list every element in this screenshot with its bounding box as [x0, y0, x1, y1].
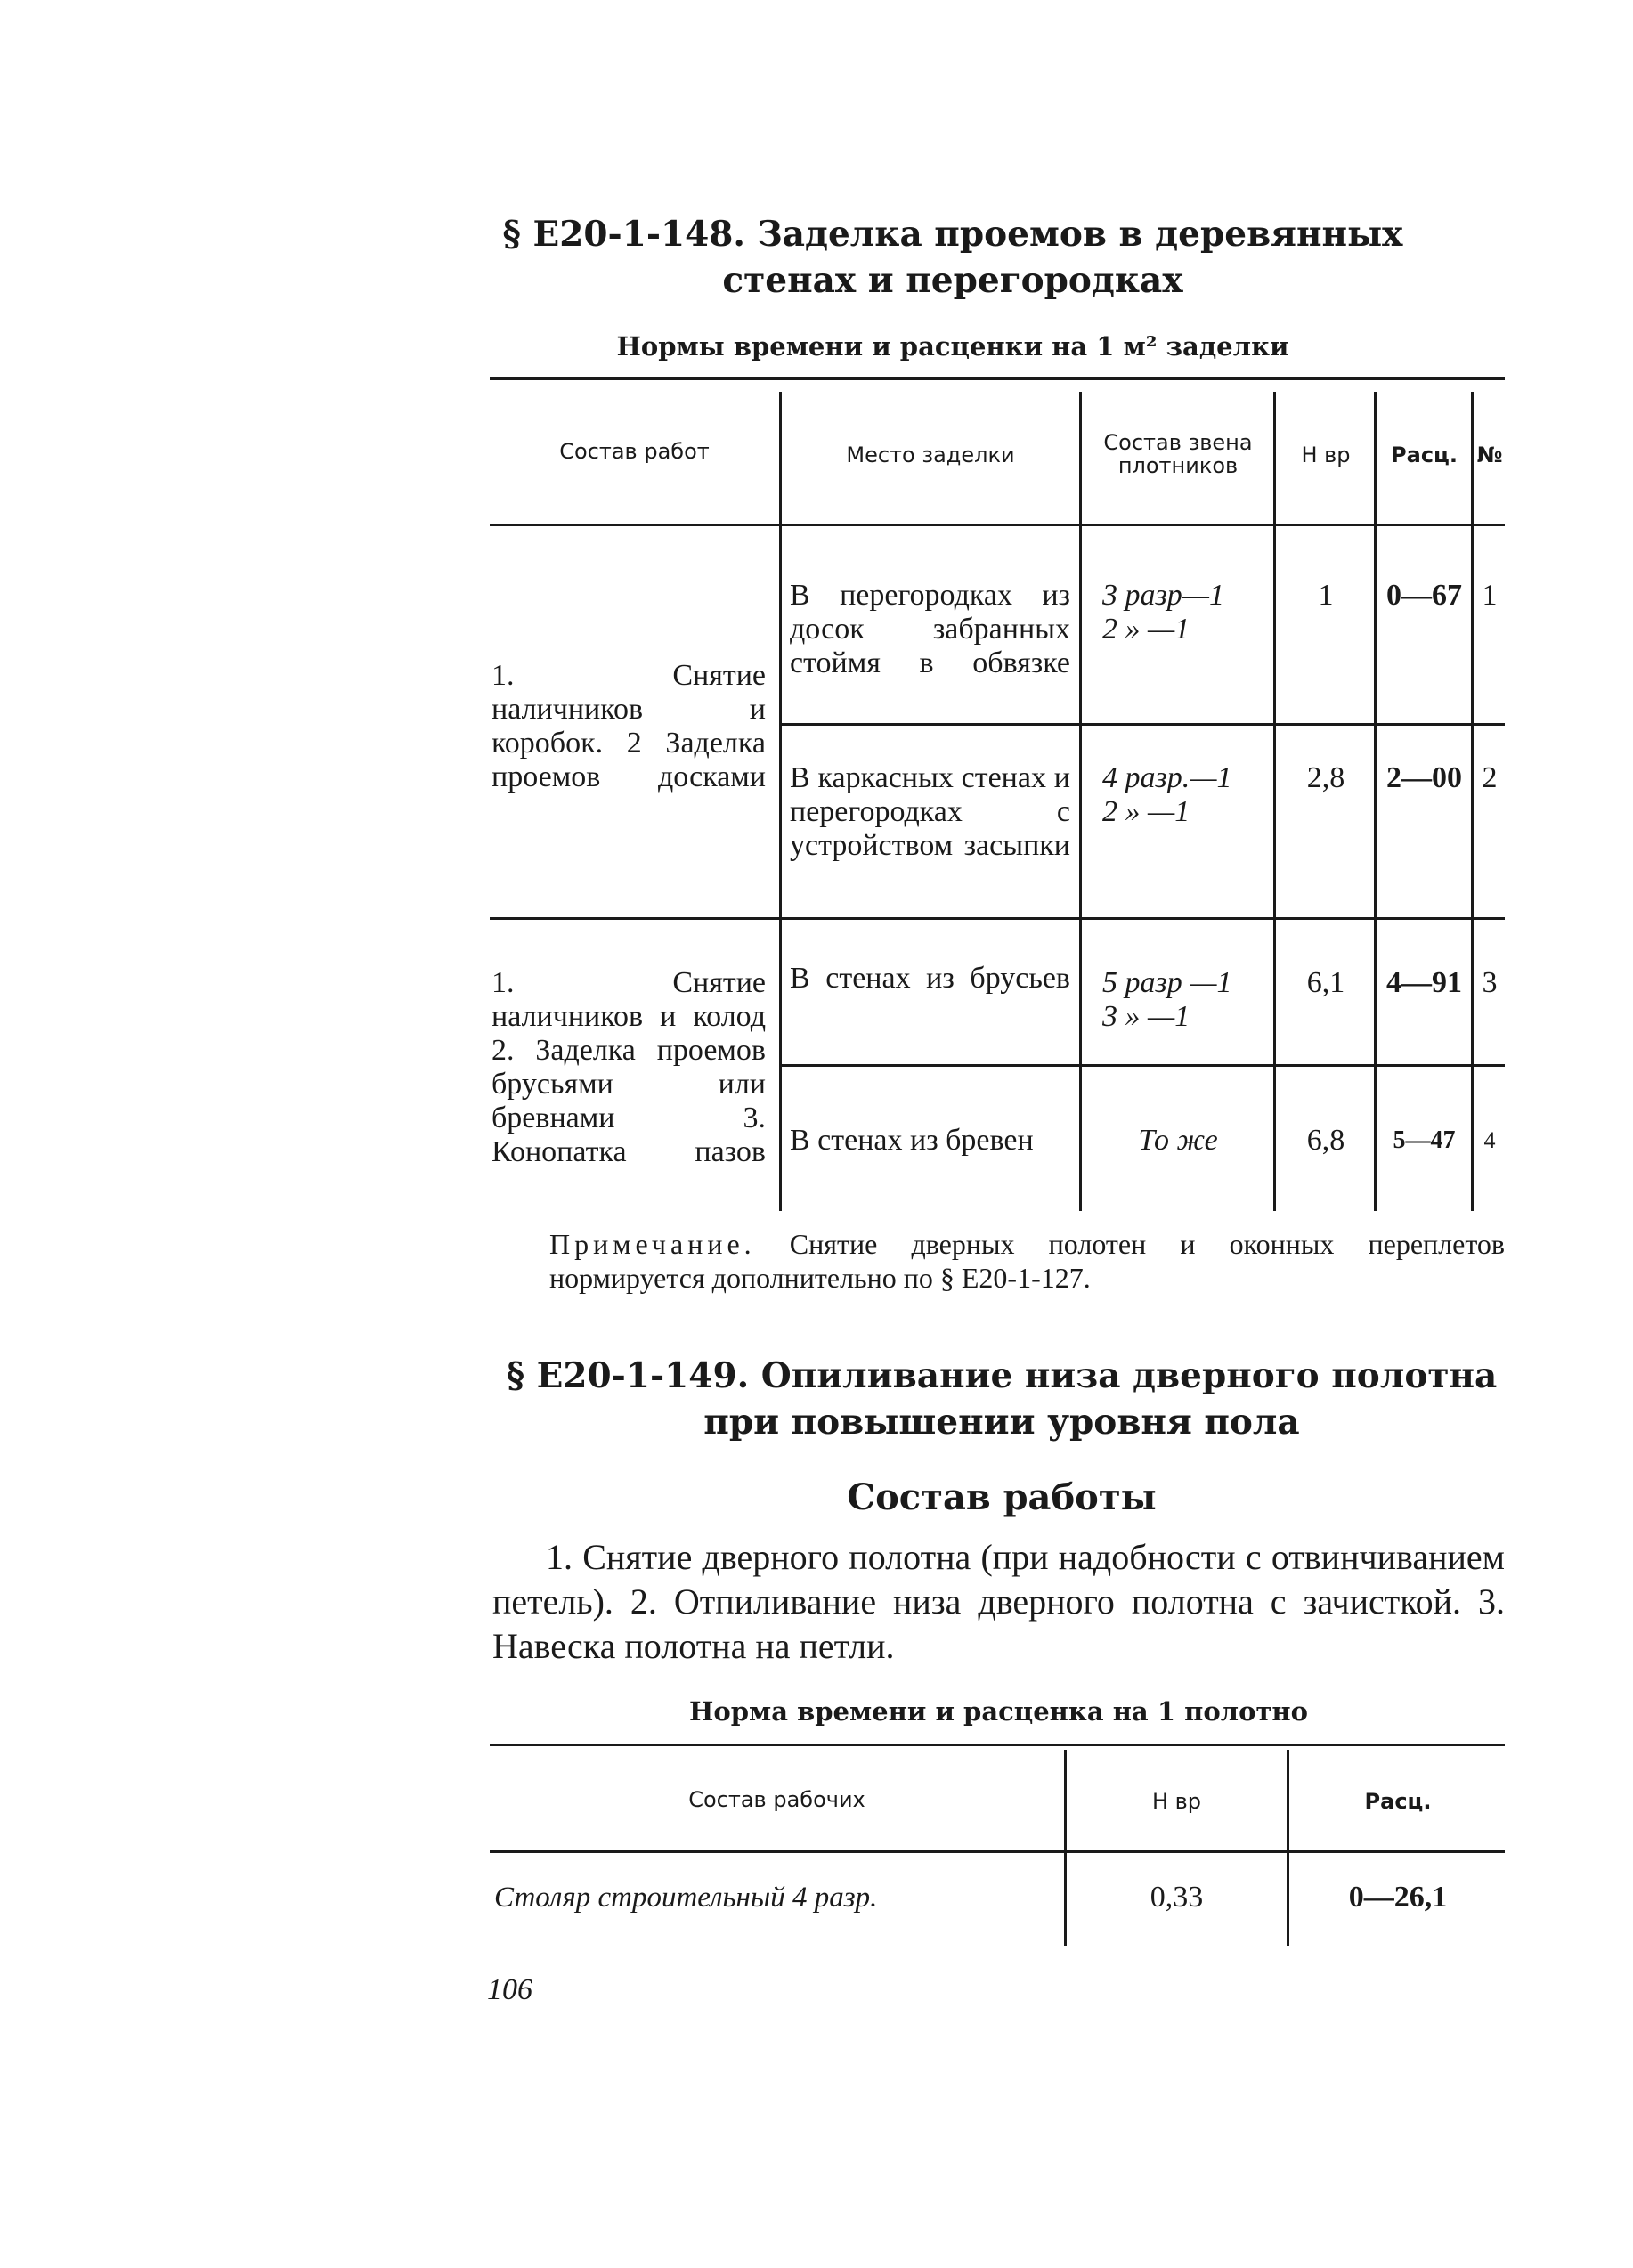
header-norm-149: Н вр [1151, 1789, 1202, 1814]
row-1-crew: 3 разр—1 2 » —1 [1102, 579, 1224, 646]
row-1-place: В перегородках из досок забранных стоймя в обвязке [790, 579, 1070, 679]
row-1-norm: 1 [1318, 579, 1334, 612]
group-2-work: 1. Снятие наличников и колод 2. Заделка проемов брусьями или бревнами 3. Конопатка пазов [492, 966, 766, 1168]
row-3-crew: 5 разр —1 3 » —1 [1102, 966, 1232, 1033]
table-149-col-rule-2 [1287, 1750, 1289, 1946]
row-2-norm: 2,8 [1306, 761, 1345, 794]
note-label: Примечание. [549, 1228, 756, 1260]
row-2-rate: 2—00 [1386, 761, 1462, 794]
row-2-number: 2 [1482, 761, 1498, 794]
row-workers: Столяр строительный 4 разр. [494, 1882, 878, 1914]
row-2-crew: 4 разр.—1 2 » —1 [1102, 761, 1232, 828]
header-place: Место заделки [846, 443, 1015, 467]
section-149-title-line1: § Е20-1-149. Опиливание низа дверного полотна [506, 1355, 1498, 1396]
header-rate: Расц. [1391, 443, 1458, 467]
row-4-place: В стенах из бревен [790, 1124, 1034, 1157]
row-1-rate: 0—67 [1386, 579, 1462, 612]
table-149-col-rule-1 [1064, 1750, 1067, 1946]
section-149-subheading: Состав работы [847, 1476, 1157, 1518]
row-2-place: В каркасных стенах и перегородках с устройством засыпки [790, 761, 1070, 862]
header-norm: Н вр [1301, 443, 1351, 467]
row-3-norm: 6,1 [1306, 966, 1345, 999]
header-workers: Состав рабочих [688, 1787, 865, 1812]
header-rate-149: Расц. [1364, 1789, 1432, 1814]
header-work-composition: Состав работ [559, 439, 710, 464]
header-number: № [1476, 443, 1503, 467]
section-148-title-line2: стенах и перегородках [722, 260, 1183, 301]
row-norm-149: 0,33 [1150, 1881, 1204, 1914]
section-149-table-caption: Норма времени и расценка на 1 полотно [689, 1696, 1308, 1727]
row-1-number: 1 [1482, 579, 1498, 612]
group-1-work: 1. Снятие наличников и коробок. 2 Заделка проемов досками [492, 659, 766, 793]
row-4-number: 4 [1483, 1127, 1496, 1153]
row-4-crew: То же [1138, 1124, 1218, 1157]
row-3-place: В стенах из брусьев [790, 962, 1070, 995]
page-number: 106 [487, 1973, 532, 2006]
row-3-number: 3 [1482, 966, 1498, 999]
section-148-table-caption: Нормы времени и расценки на 1 м² заделки [616, 331, 1289, 362]
table-149-top-rule [490, 1744, 1505, 1746]
table-149-header-rule [490, 1850, 1505, 1853]
section-149-body: 1. Снятие дверного полотна (при надобности с отвинчиванием петель). 2. Отпиливание низа дверного полотна с зачисткой. 3. Навеска полотна на петли. [492, 1537, 1505, 1666]
row-4-rate: 5—47 [1393, 1126, 1456, 1154]
note-text: Снятие дверных полотен и оконных переплетов нормируется дополнительно по § Е20-1-127. [549, 1228, 1505, 1294]
header-crew: Состав звена плотников [1103, 430, 1253, 478]
section-149-title-line2: при повышении уровня пола [703, 1402, 1300, 1443]
row-4-norm: 6,8 [1306, 1124, 1345, 1157]
row-3-rate: 4—91 [1386, 966, 1462, 999]
row-rate-149: 0—26,1 [1348, 1881, 1448, 1914]
section-148-title-line1: § Е20-1-148. Заделка проемов в деревянных [502, 214, 1403, 255]
